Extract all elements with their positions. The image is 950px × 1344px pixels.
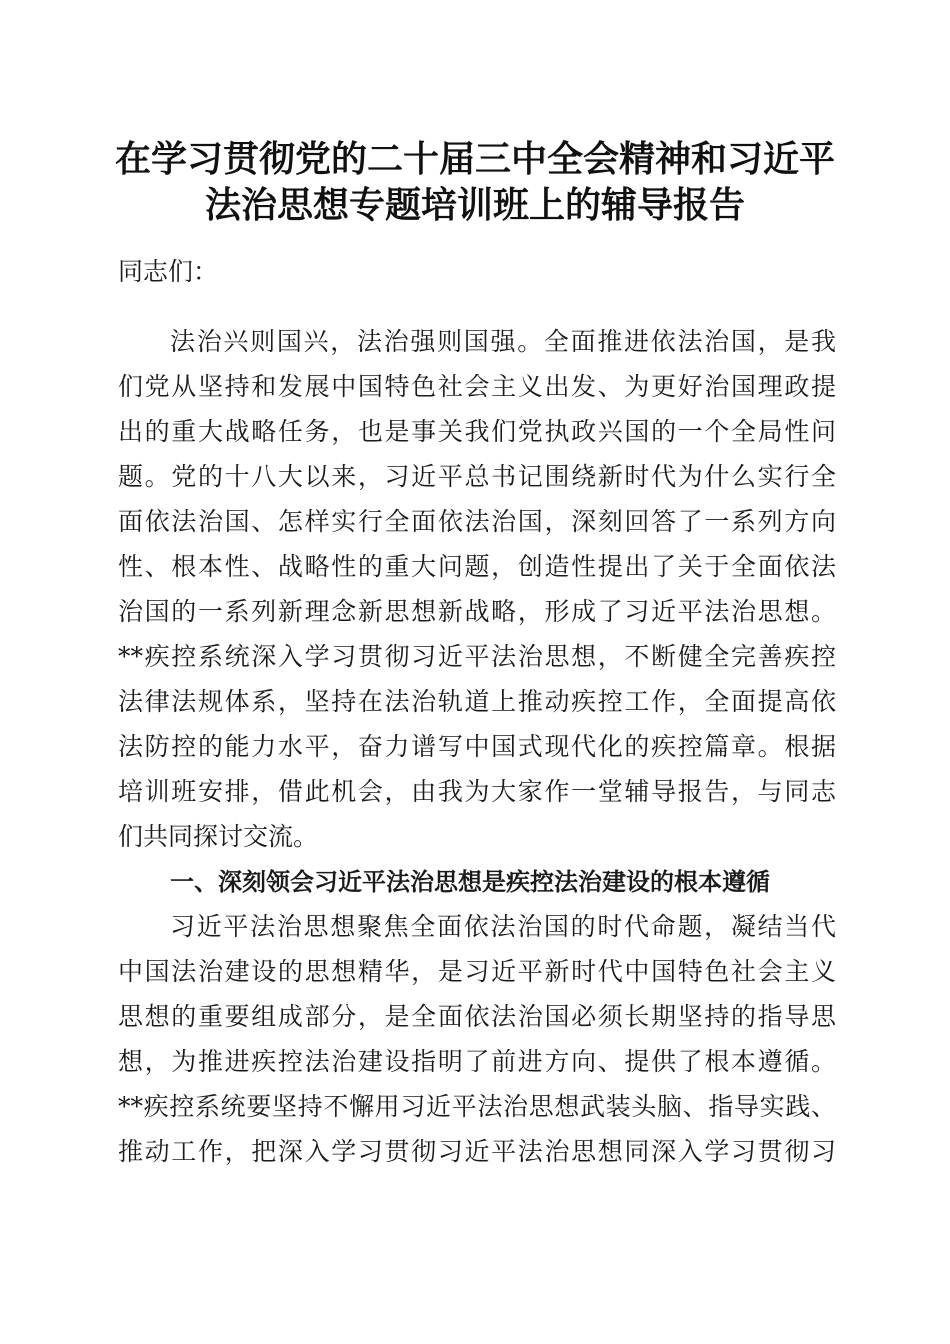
document-title-line-1: 在学习贯彻党的二十届三中全会精神和习近平 (114, 138, 835, 180)
paragraph-1-line: 培训班安排，借此机会，由我为大家作一堂辅导报告，与同志 (118, 777, 836, 806)
salutation: 同志们： (118, 257, 219, 286)
document-title-line-2: 法治思想专题培训班上的辅导报告 (204, 184, 745, 226)
paragraph-1-line: 法防控的能力水平，奋力谱写中国式现代化的疾控篇章。根据 (118, 732, 836, 761)
paragraph-2-line: **疾控系统要坚持不懈用习近平法治思想武装头脑、指导实践、 (118, 1092, 836, 1121)
paragraph-1-line: 法治兴则国兴，法治强则国强。全面推进依法治国，是我 (170, 327, 836, 356)
paragraph-2-line: 思想的重要组成部分，是全面依法治国必须长期坚持的指导思 (118, 1002, 836, 1031)
paragraph-2-line: 中国法治建设的思想精华，是习近平新时代中国特色社会主义 (118, 957, 836, 986)
paragraph-1-line: 们党从坚持和发展中国特色社会主义出发、为更好治国理政提 (118, 372, 836, 401)
paragraph-2-line: 想，为推进疾控法治建设指明了前进方向、提供了根本遵循。 (118, 1047, 836, 1076)
paragraph-1-line: 面依法治国、怎样实行全面依法治国，深刻回答了一系列方向 (118, 507, 836, 536)
paragraph-1-line: 出的重大战略任务，也是事关我们党执政兴国的一个全局性问 (118, 417, 836, 446)
section-1-heading: 一、深刻领会习近平法治思想是疾控法治建设的根本遵循 (170, 868, 770, 896)
paragraph-1-line: 们共同探讨交流。 (118, 822, 319, 851)
paragraph-1-line: 法律法规体系，坚持在法治轨道上推动疾控工作，全面提高依 (118, 687, 836, 716)
paragraph-1-line: 治国的一系列新理念新思想新战略，形成了习近平法治思想。 (118, 597, 836, 626)
paragraph-2-line: 习近平法治思想聚焦全面依法治国的时代命题，凝结当代 (170, 912, 836, 941)
paragraph-1-line: 性、根本性、战略性的重大问题，创造性提出了关于全面依法 (118, 552, 836, 581)
paragraph-2-line: 推动工作，把深入学习贯彻习近平法治思想同深入学习贯彻习 (118, 1137, 836, 1166)
paragraph-1-line: **疾控系统深入学习贯彻习近平法治思想，不断健全完善疾控 (118, 642, 836, 671)
paragraph-1-line: 题。党的十八大以来，习近平总书记围绕新时代为什么实行全 (118, 462, 836, 491)
